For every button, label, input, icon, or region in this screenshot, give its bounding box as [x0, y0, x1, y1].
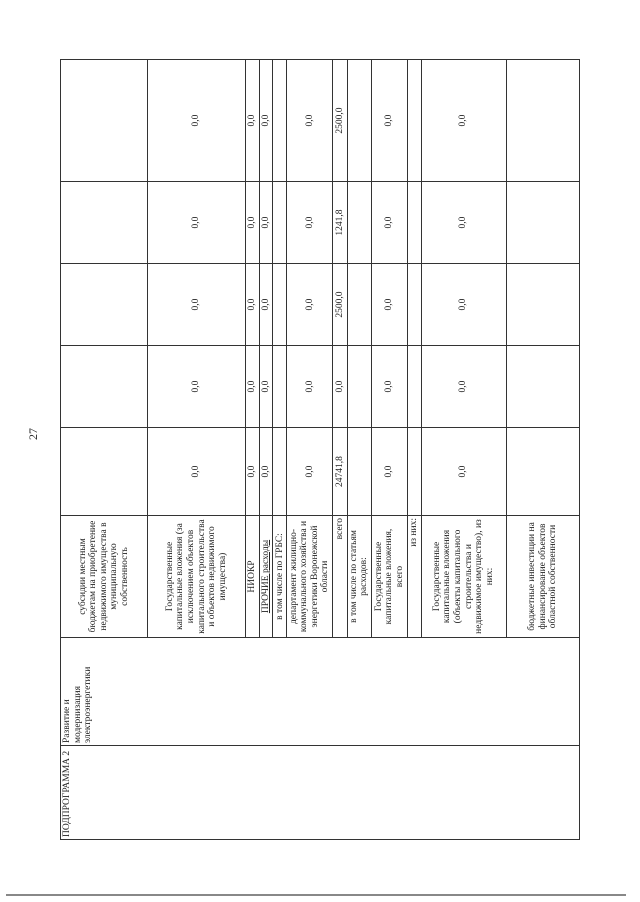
row-label: в том числе по ГРБС:: [273, 516, 287, 638]
cell: 0,0: [421, 428, 506, 516]
row-label: Государственные капитальные вложения, всего: [372, 516, 407, 638]
rotated-table-page: [60, 60, 580, 840]
cell: 0,0: [421, 182, 506, 264]
scan-edge-line: [6, 894, 626, 896]
cell: 0,0: [148, 182, 245, 264]
cell: 2500,0: [333, 60, 347, 182]
row-label: в том числе по статьям расходов:: [347, 516, 372, 638]
program-name: Развитие и модернизация электроэнергетики: [61, 638, 580, 746]
cell: 0,0: [421, 346, 506, 428]
row-label: из них:: [407, 516, 421, 638]
cell: [506, 428, 579, 516]
cell: 0,0: [259, 264, 273, 346]
cell: 0,0: [245, 182, 259, 264]
cell: [61, 346, 148, 428]
cell: 2500,0: [333, 264, 347, 346]
cell: [273, 182, 287, 264]
cell: 0,0: [372, 428, 407, 516]
cell: 0,0: [287, 60, 333, 182]
cell: [61, 264, 148, 346]
cell: [506, 182, 579, 264]
cell: [407, 346, 421, 428]
cell: [506, 60, 579, 182]
cell: 0,0: [372, 264, 407, 346]
cell: [347, 346, 372, 428]
cell: 0,0: [287, 428, 333, 516]
cell: 0,0: [421, 264, 506, 346]
cell: [273, 346, 287, 428]
cell: 0,0: [287, 182, 333, 264]
row-label: всего: [333, 516, 347, 638]
cell: [347, 428, 372, 516]
cell: 0,0: [245, 264, 259, 346]
cell: 0,0: [245, 60, 259, 182]
cell: [347, 60, 372, 182]
cell: 0,0: [372, 346, 407, 428]
row-label: бюджетные инвестиции на финансирование объектов областной собственности: [506, 516, 579, 638]
cell: [407, 60, 421, 182]
cell: 0,0: [259, 428, 273, 516]
row-label: Государственные капитальные вложения (объекты капитального строительства и недвижимое имущество), из них:: [421, 516, 506, 638]
cell: 0,0: [259, 60, 273, 182]
cell: 0,0: [333, 346, 347, 428]
cell: [506, 346, 579, 428]
row-label: ПРОЧИЕ расходы: [259, 516, 273, 638]
row-label: департамент жилищно-коммунального хозяйства и энергетики Воронежской области: [287, 516, 333, 638]
cell: 0,0: [148, 428, 245, 516]
cell: 0,0: [245, 428, 259, 516]
cell: [506, 264, 579, 346]
cell: 0,0: [259, 346, 273, 428]
cell: 0,0: [148, 60, 245, 182]
cell: [61, 182, 148, 264]
cell: 0,0: [421, 60, 506, 182]
cell: 1241,8: [333, 182, 347, 264]
cell: 0,0: [245, 346, 259, 428]
cell: [347, 182, 372, 264]
cell: 0,0: [148, 346, 245, 428]
cell: [273, 264, 287, 346]
page-number: 27: [26, 428, 40, 440]
cell: [273, 428, 287, 516]
row-label: Государственные капитальные вложения (за исключением объектов капитального строительства и объектов недвижимого имущества): [148, 516, 245, 638]
cell: [273, 60, 287, 182]
cell: [407, 264, 421, 346]
table-row: [61, 60, 148, 840]
cell: [61, 428, 148, 516]
cell: [407, 182, 421, 264]
cell: 0,0: [372, 60, 407, 182]
row-label: НИОКР: [245, 516, 259, 638]
cell: 0,0: [372, 182, 407, 264]
cell: 0,0: [148, 264, 245, 346]
row-label: субсидии местным бюджетам на приобретение недвижимого имущества в муниципальную собственность: [61, 516, 148, 638]
cell: 24741,8: [333, 428, 347, 516]
cell: [347, 264, 372, 346]
program-code: ПОДПРОГРАММА 2: [61, 746, 580, 840]
cell: [61, 60, 148, 182]
budget-table: [60, 59, 580, 840]
cell: 0,0: [259, 182, 273, 264]
cell: 0,0: [287, 264, 333, 346]
cell: 0,0: [287, 346, 333, 428]
cell: [407, 428, 421, 516]
